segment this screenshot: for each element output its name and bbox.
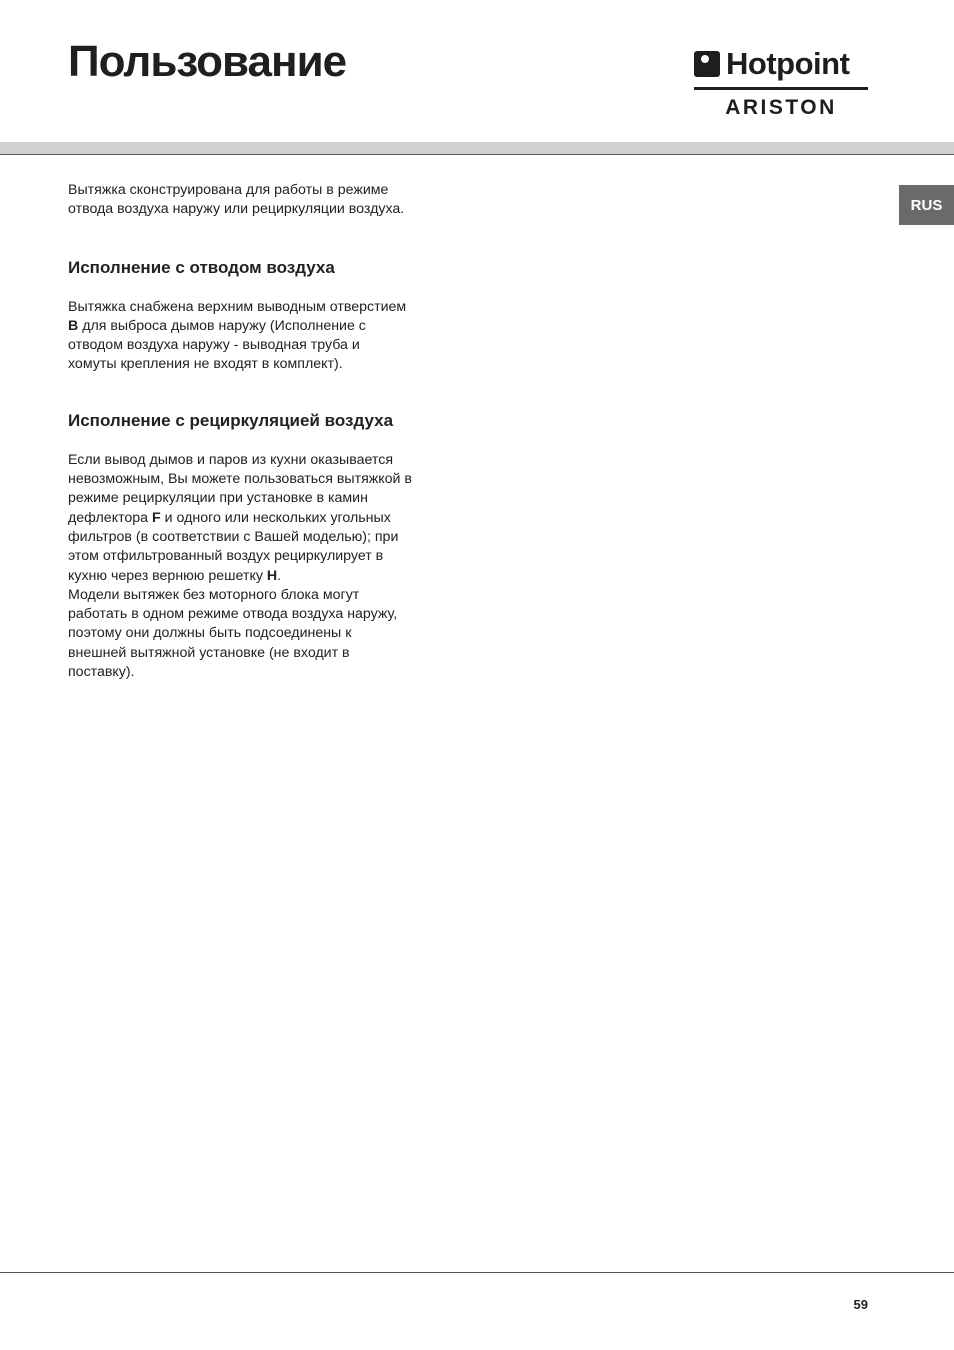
section-heading-exhaust: Исполнение с отводом воздуха	[68, 257, 335, 277]
recirc-line: кухню через вернюю решетку	[68, 567, 267, 584]
header-divider	[0, 154, 954, 155]
exhaust-line: отводом воздуха наружу - выводная труба и	[68, 337, 360, 354]
recirc-line: режиме рециркуляции при установке в камин	[68, 490, 368, 507]
label-b: B	[68, 317, 79, 334]
recirc-line: Если вывод дымов и паров из кухни оказывается	[68, 451, 394, 468]
hotpoint-mark-icon	[694, 51, 720, 77]
language-tab: RUS	[899, 185, 954, 225]
recirc-line: дефлектора	[68, 509, 153, 526]
recirc-line: работать в одном режиме отвода воздуха наружу,	[68, 606, 398, 623]
exhaust-line: для выброса дымов наружу (Исполнение с	[78, 317, 366, 334]
label-f: F	[152, 509, 161, 526]
header-band	[0, 142, 954, 154]
recirc-line: .	[277, 567, 282, 584]
logo-hotpoint-text: Hotpoint	[726, 46, 850, 81]
logo-ariston-text: ARISTON	[725, 96, 837, 119]
recirc-line: фильтров (в соответствии с Вашей моделью); при	[68, 528, 399, 545]
main-content	[68, 181, 458, 682]
recirc-line: Модели вытяжек без моторного блока могут	[68, 586, 360, 603]
intro-line: отвода воздуха наружу или рециркуляции воздуха.	[68, 201, 405, 218]
recirc-line: поэтому они должны быть подсоединены к	[68, 625, 352, 642]
recirculation-paragraph	[68, 451, 458, 683]
brand-logo	[694, 46, 868, 122]
recirc-line: этом отфильтрованный воздух рециркулирует в	[68, 548, 384, 565]
exhaust-line: хомуты крепления не входят в комплект).	[68, 356, 343, 373]
exhaust-paragraph	[68, 298, 458, 375]
logo-top-row	[694, 46, 868, 82]
page-number: 59	[853, 1297, 868, 1312]
recirc-line: и одного или нескольких угольных	[160, 509, 391, 526]
recirc-line: невозможным, Вы можете пользоваться вытяжкой в	[68, 471, 412, 488]
page-title: Пользование	[68, 37, 347, 86]
exhaust-line: Вытяжка снабжена верхним выводным отверстием	[68, 298, 407, 315]
intro-paragraph	[68, 181, 458, 220]
intro-line: Вытяжка сконструирована для работы в режиме	[68, 182, 389, 198]
recirc-line: внешней вытяжной установке (не входит в	[68, 644, 350, 661]
footer-divider	[0, 1272, 954, 1273]
recirc-line: поставку).	[68, 664, 135, 681]
section-heading-recirculation: Исполнение с рециркуляцией воздуха	[68, 410, 394, 430]
logo-divider	[694, 87, 868, 90]
label-h: H	[266, 567, 278, 584]
